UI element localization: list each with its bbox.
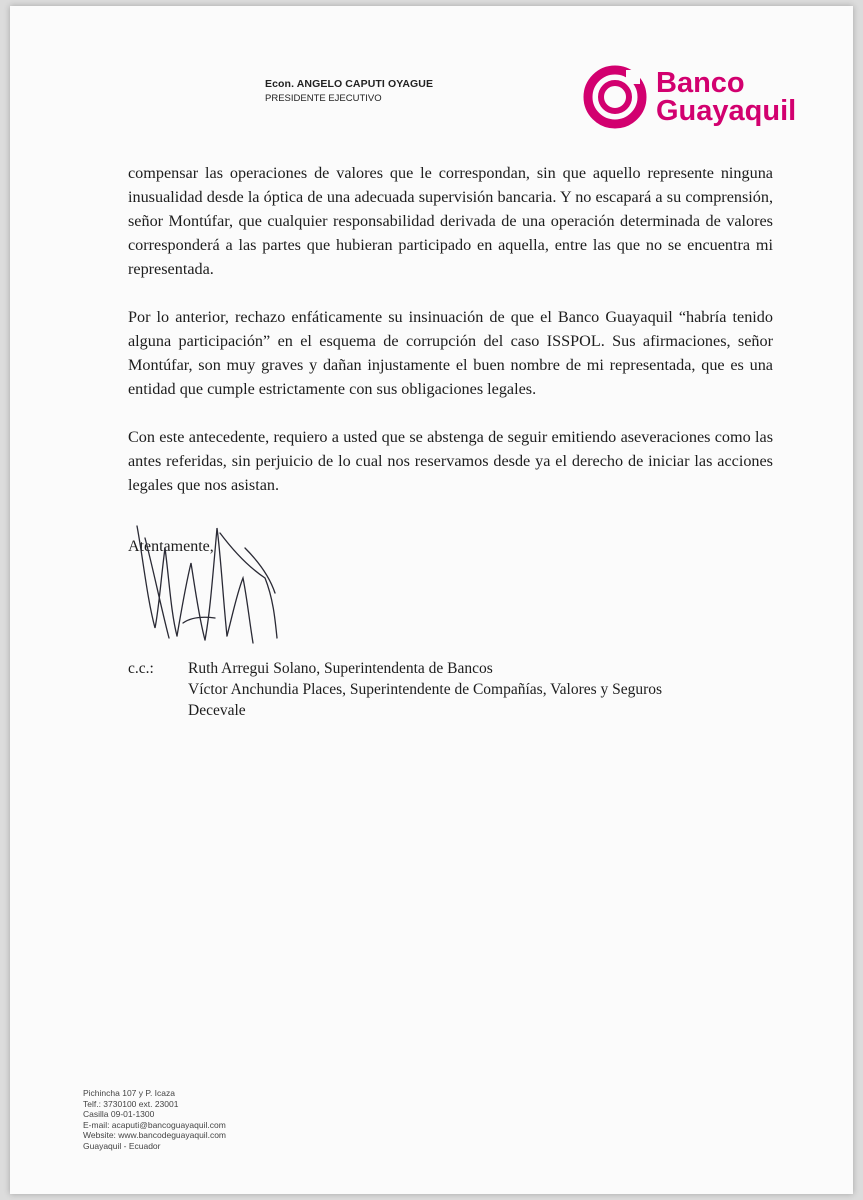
footer-line: Pichincha 107 y P. Icaza [83, 1088, 175, 1098]
logo-line-1: Banco [656, 67, 745, 99]
handwritten-signature [125, 518, 295, 653]
letter-body [128, 161, 773, 521]
logo-wordmark [656, 69, 796, 125]
bank-logo-icon [580, 62, 650, 132]
paragraph: compensar las operaciones de valores que le correspondan, sin que aquello represente ninguna inusualidad desde la óptica de una adecuada supervisión bancaria. Y no escapará a su comprensión, señor Montúfar, que cualquier responsabilidad derivada de una operación determinada de valores corresponderá a las partes que hubieran participado en aquella, entre las que no se encuentra mi representada. [128, 164, 773, 278]
executive-title: PRESIDENTE EJECUTIVO [265, 93, 382, 104]
executive-name: Econ. ANGELO CAPUTI OYAGUE [265, 78, 434, 90]
paragraph: Por lo anterior, rechazo enfáticamente su insinuación de que el Banco Guayaquil “habría tenido alguna participación” en el esquema de corrupción del caso ISSPOL. Sus afirmaciones, señor Montúfar, son muy graves y dañan injustamente el buen nombre de mi representada, que es una entidad que cumple estrictamente con sus obligaciones legales. [128, 308, 773, 398]
footer-line: Guayaquil - Ecuador [83, 1140, 161, 1151]
cc-label: c.c.: [128, 660, 154, 677]
bank-logo [580, 62, 796, 132]
logo-line-2: Guayaquil [656, 95, 797, 127]
cc-recipients [188, 658, 662, 721]
closing: Atentamente, [128, 538, 214, 555]
footer-line: Website: www.bancodeguayaquil.com [83, 1130, 227, 1140]
carbon-copy [128, 658, 662, 721]
cc-recipient: Ruth Arregui Solano, Superintendenta de Bancos [188, 660, 493, 677]
executive-header [265, 78, 433, 104]
cc-recipient: Decevale [188, 702, 246, 719]
cc-recipient: Víctor Anchundia Places, Superintendente de Compañías, Valores y Seguros [188, 681, 663, 698]
footer-line: Casilla 09-01-1300 [83, 1109, 155, 1119]
letter-page [10, 6, 853, 1194]
paragraph: Con este antecedente, requiero a usted que se abstenga de seguir emitiendo aseveraciones como las antes referidas, sin perjuicio de lo cual nos reservamos desde ya el derecho de iniciar las acciones legales que nos asistan. [128, 428, 773, 494]
footer-line: Telf.: 3730100 ext. 23001 [83, 1098, 179, 1109]
footer-line: E-mail: acaputi@bancoguayaquil.com [83, 1119, 226, 1130]
footer-contact [83, 1088, 226, 1151]
